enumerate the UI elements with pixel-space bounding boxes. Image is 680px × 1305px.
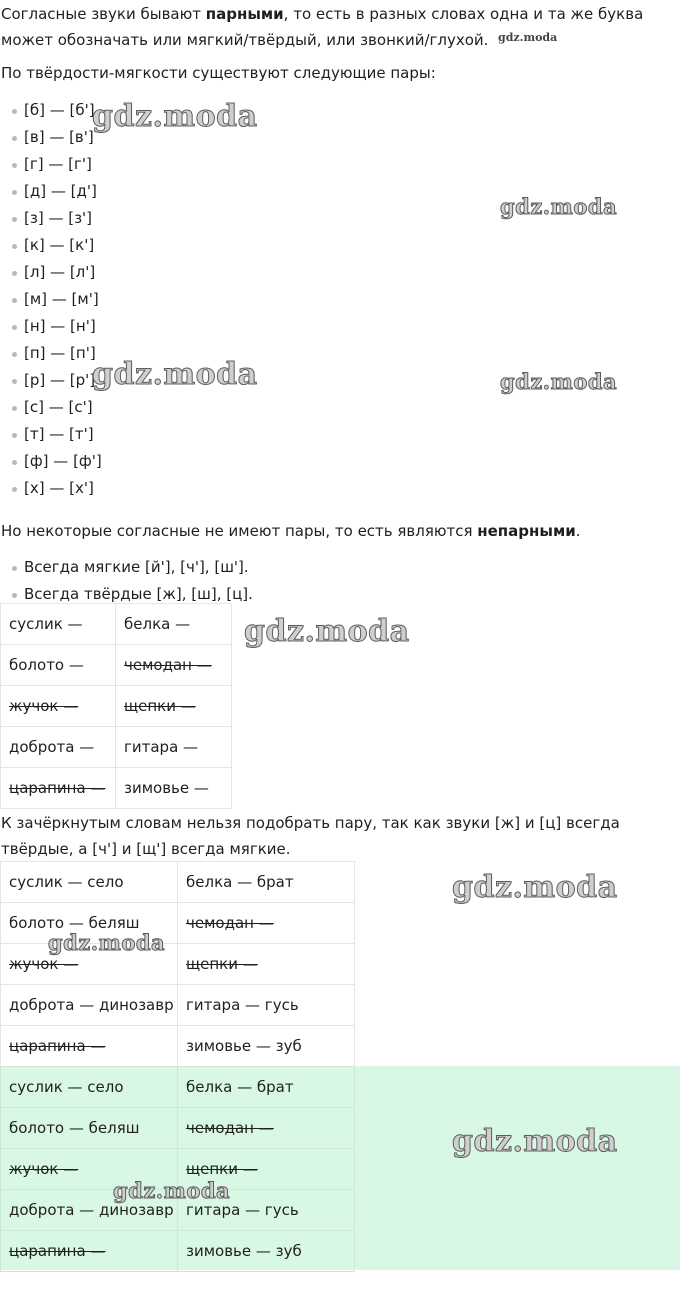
table-row [1,1108,355,1149]
list-item: [г] — [г'] [11,151,102,178]
table-cell: доброта — динозавр [1,985,178,1026]
table-cell-struck: чемодан — [178,903,355,944]
watermark: gdz.moda [500,194,618,219]
watermark: gdz.moda [92,99,258,134]
table-cell: зимовье — зуб [178,1026,355,1067]
watermark: gdz.moda [498,31,558,44]
list-item: [т] — [т'] [11,421,102,448]
table-row [1,1026,355,1067]
list-item: [п] — [п'] [11,340,102,367]
table-cell-struck: щепки — [178,1149,355,1190]
watermark: gdz.moda [48,930,166,955]
unpaired-bold-term: непарными [477,522,576,540]
table-row [1,686,232,727]
list-item: [х] — [х'] [11,475,102,502]
list-item: [з] — [з'] [11,205,102,232]
table-row [1,1190,355,1231]
table-cell: белка — брат [178,862,355,903]
intro-text-end: , то есть в разных словах одна и та же буква может обозначать или мягкий/твёрдый, или звонкий/глухой. [1,5,644,49]
list-item: Всегда мягкие [й'], [ч'], [ш']. [11,554,253,581]
table-row [1,862,355,903]
table-cell: белка — [116,604,232,645]
table-cell: суслик — село [1,862,178,903]
table-row [1,985,355,1026]
watermark: gdz.moda [113,1178,231,1203]
list-item: [к] — [к'] [11,232,102,259]
table-cell-struck: чемодан — [178,1108,355,1149]
table-row [1,1231,355,1272]
table-cell: доброта — [1,727,116,768]
watermark: gdz.moda [452,1124,618,1159]
list-item: [м] — [м'] [11,286,102,313]
list-item: [ф] — [ф'] [11,448,102,475]
watermark: gdz.moda [244,614,410,649]
table-cell-struck: царапина — [1,768,116,809]
list-item: [р] — [р'] [11,367,102,394]
table-row [1,727,232,768]
unpaired-intro-end: . [575,522,581,540]
explanation-paragraph: К зачёркнутым словам нельзя подобрать пару, так как звуки [ж] и [ц] всегда твёрдые, а [ч'] и [щ'] всегда мягкие. [1,814,620,858]
table-cell-struck: жучок — [1,686,116,727]
table-cell: белка — брат [178,1067,355,1108]
pairs-intro: По твёрдости-мягкости существуют следующие пары: [1,64,436,82]
intro-paragraph [1,1,674,53]
table-cell: доброта — динозавр [1,1190,178,1231]
watermark: gdz.moda [452,870,618,905]
table-cell: зимовье — [116,768,232,809]
table-cell: суслик — [1,604,116,645]
table-row [1,903,355,944]
list-item: [с] — [с'] [11,394,102,421]
intro-text: Согласные звуки бывают [1,5,206,23]
table-cell: гитара — гусь [178,985,355,1026]
table-row [1,768,232,809]
pairs-list [11,97,102,502]
table-row [1,1149,355,1190]
table-row [1,944,355,985]
table-row [1,645,232,686]
words-table-answers [0,861,355,1067]
unpaired-intro [1,518,674,544]
table-cell-struck: жучок — [1,1149,178,1190]
table-cell: болото — беляш [1,1108,178,1149]
table-row [1,1067,355,1108]
list-item: [л] — [л'] [11,259,102,286]
table-row [1,604,232,645]
list-item: [б] — [б'] [11,97,102,124]
list-item: [д] — [д'] [11,178,102,205]
table-cell: болото — [1,645,116,686]
words-table-highlighted [0,1066,355,1272]
watermark: gdz.moda [500,369,618,394]
table-cell-struck: щепки — [116,686,232,727]
list-item: [в] — [в'] [11,124,102,151]
table-cell-struck: царапина — [1,1231,178,1272]
table-cell-struck: чемодан — [116,645,232,686]
words-table-blank [0,603,232,809]
intro-bold-term: парными [205,5,284,23]
list-item: Всегда твёрдые [ж], [ш], [ц]. [11,581,253,608]
table-cell: гитара — [116,727,232,768]
watermark: gdz.moda [92,357,258,392]
table-cell-struck: жучок — [1,944,178,985]
table-cell-struck: царапина — [1,1026,178,1067]
table-cell: болото — беляш [1,903,178,944]
table-cell: зимовье — зуб [178,1231,355,1272]
unpaired-intro-text: Но некоторые согласные не имеют пары, то есть являются [1,522,478,540]
list-item: [н] — [н'] [11,313,102,340]
table-cell-struck: щепки — [178,944,355,985]
table-cell: гитара — гусь [178,1190,355,1231]
table-cell: суслик — село [1,1067,178,1108]
unpaired-list [11,554,253,608]
